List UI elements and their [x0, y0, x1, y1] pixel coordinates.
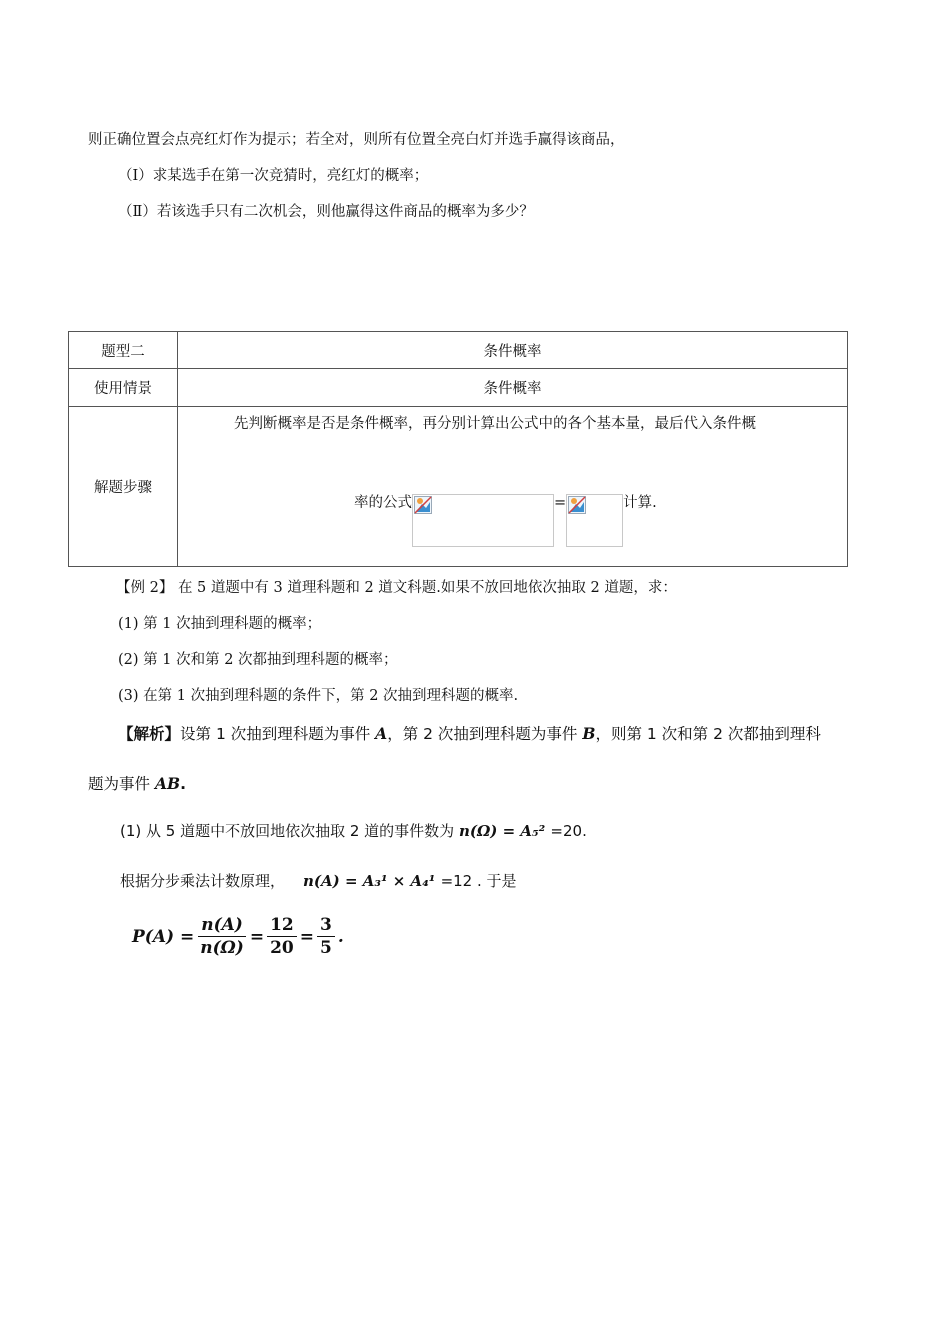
table-label-scenario: 使用情景	[69, 369, 178, 407]
fraction-denominator: 5	[320, 938, 332, 958]
steps-prefix: 率的公式	[354, 495, 412, 511]
formula-image-placeholder-2	[566, 494, 623, 547]
method-table	[68, 331, 848, 567]
example-question-2: (2) 第 1 次和第 2 次都抽到理科题的概率；	[118, 652, 398, 668]
period: .	[337, 926, 344, 947]
equals-sign: =	[249, 926, 265, 947]
table-label-steps: 解题步骤	[69, 407, 178, 567]
event-a: A	[375, 724, 388, 743]
event-ab: AB	[154, 774, 181, 793]
solution-text: ，第 2 次抽到理科题为事件	[387, 725, 583, 743]
table-value-scenario: 条件概率	[178, 369, 848, 407]
solution-step-3-formula	[132, 914, 344, 959]
equals-sign: =	[299, 926, 314, 947]
fraction-values	[267, 914, 297, 959]
solution-text: =20.	[550, 822, 587, 840]
steps-suffix: 计算.	[623, 495, 657, 511]
formula-n-a: n(A) = A₃¹ × A₄¹	[303, 872, 441, 890]
example-statement: 在 5 道题中有 3 道理科题和 2 道文科题.如果不放回地依次抽取 2 道题，求：	[173, 580, 677, 596]
fraction-numerator: 12	[267, 914, 297, 937]
solution-step-2	[120, 870, 517, 891]
formula-image-placeholder	[412, 494, 554, 547]
example-line	[116, 576, 677, 597]
formula-p-a: P(A) =	[132, 926, 195, 947]
steps-text-line1: 先判断概率是否是条件概率，再分别计算出公式中的各个基本量，最后代入条件概	[234, 416, 756, 432]
table-steps-cell	[178, 407, 848, 567]
table-label-type: 题型二	[69, 332, 178, 369]
equals-sign: =	[554, 495, 567, 511]
solution-text: 题为事件	[88, 775, 155, 793]
fraction-result	[317, 914, 335, 959]
event-b: B	[582, 724, 596, 743]
solution-label: 【解析】	[118, 725, 181, 743]
solution-text: .	[180, 775, 186, 793]
solution-line-2	[88, 772, 186, 794]
broken-image-icon	[414, 496, 432, 514]
fraction-counts	[197, 914, 247, 959]
fraction-numerator: n(A)	[198, 914, 246, 937]
solution-line-1	[118, 722, 821, 744]
problem-line: 则正确位置会点亮红灯作为提示；若全对，则所有位置全亮白灯并选手赢得该商品，	[88, 132, 625, 148]
example-title: 【例 2】	[116, 580, 174, 596]
steps-text-line2	[354, 494, 657, 547]
broken-image-icon	[568, 496, 586, 514]
fraction-numerator: 3	[317, 914, 335, 937]
example-question-3: (3) 在第 1 次抽到理科题的条件下，第 2 次抽到理科题的概率.	[118, 688, 519, 704]
solution-step-1	[120, 820, 587, 841]
table-value-type: 条件概率	[178, 332, 848, 369]
solution-text: (1) 从 5 道题中不放回地依次抽取 2 道的事件数为	[120, 822, 459, 840]
formula-n-omega: n(Ω) = A₅²	[458, 822, 551, 840]
fraction-denominator: n(Ω)	[200, 938, 244, 958]
problem-question-1: （Ⅰ）求某选手在第一次竞猜时，亮红灯的概率；	[118, 168, 429, 184]
solution-text: ，则第 1 次和第 2 次都抽到理科	[595, 725, 821, 743]
fraction-denominator: 20	[270, 938, 294, 958]
solution-text: =12 . 于是	[440, 872, 517, 890]
problem-question-2: （Ⅱ）若该选手只有二次机会，则他赢得这件商品的概率为多少？	[118, 204, 534, 220]
solution-text: 设第 1 次抽到理科题为事件	[180, 725, 376, 743]
example-question-1: (1) 第 1 次抽到理科题的概率；	[118, 616, 322, 632]
solution-text: 根据分步乘法计数原理，	[120, 872, 286, 890]
